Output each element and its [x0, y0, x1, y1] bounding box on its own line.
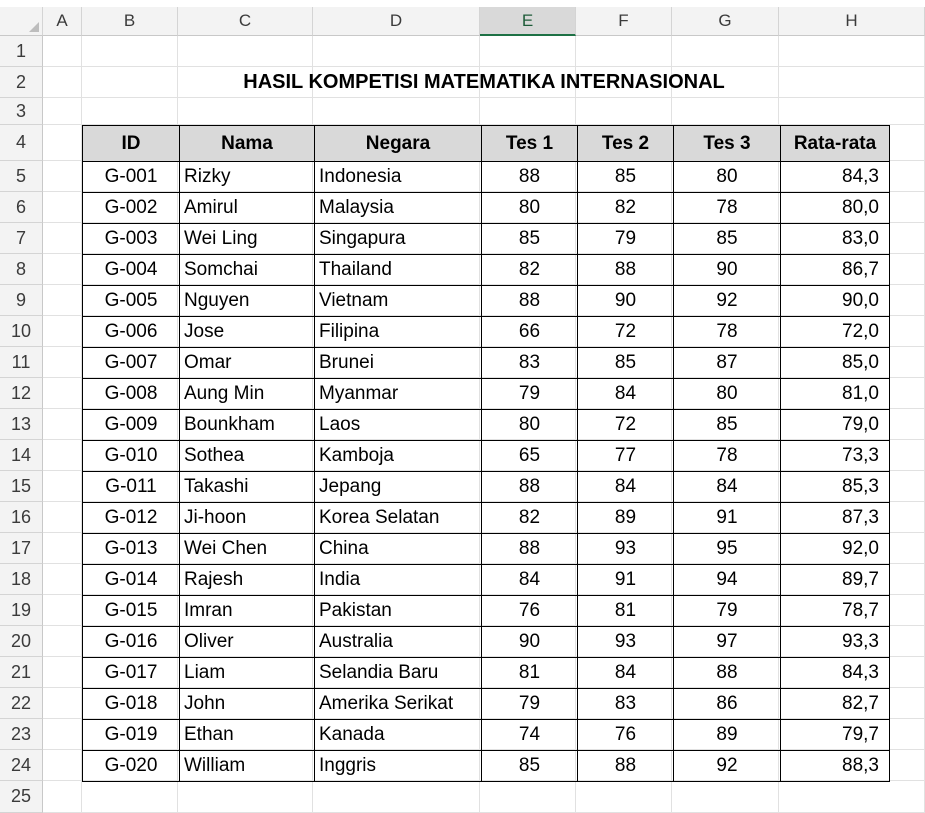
- cell-id[interactable]: G-010: [83, 441, 180, 472]
- header-id[interactable]: ID: [83, 126, 180, 162]
- cell-negara[interactable]: Australia: [315, 627, 482, 658]
- row-header-1[interactable]: 1: [0, 36, 43, 67]
- cell-id[interactable]: G-015: [83, 596, 180, 627]
- cell-tes3[interactable]: 88: [674, 658, 781, 689]
- cell-nama[interactable]: Ji-hoon: [180, 503, 315, 534]
- header-negara[interactable]: Negara: [315, 126, 482, 162]
- table-row: [83, 534, 890, 565]
- table-row: [83, 162, 890, 193]
- row-header-23[interactable]: 23: [0, 719, 43, 750]
- cell-id[interactable]: G-014: [83, 565, 180, 596]
- cell-negara[interactable]: India: [315, 565, 482, 596]
- cell-id[interactable]: G-020: [83, 751, 180, 782]
- cell-tes1[interactable]: 85: [482, 224, 578, 255]
- column-header-d[interactable]: D: [313, 7, 480, 36]
- cell-tes2[interactable]: 84: [578, 379, 674, 410]
- cell-tes2[interactable]: 84: [578, 658, 674, 689]
- cell-tes3[interactable]: 80: [674, 379, 781, 410]
- cell-id[interactable]: G-006: [83, 317, 180, 348]
- cell-negara[interactable]: Malaysia: [315, 193, 482, 224]
- cell-rata-rata[interactable]: 81,0: [781, 379, 890, 410]
- cell-rata-rata[interactable]: 85,3: [781, 472, 890, 503]
- cell-nama[interactable]: John: [180, 689, 315, 720]
- cell-rata-rata[interactable]: 79,0: [781, 410, 890, 441]
- cell-negara[interactable]: Thailand: [315, 255, 482, 286]
- row-header-6[interactable]: 6: [0, 192, 43, 223]
- cell-id[interactable]: G-018: [83, 689, 180, 720]
- cell-tes1[interactable]: 79: [482, 379, 578, 410]
- cell-tes2[interactable]: 89: [578, 503, 674, 534]
- toolbar-strip: [0, 0, 925, 7]
- cell-nama[interactable]: William: [180, 751, 315, 782]
- cell-nama[interactable]: Aung Min: [180, 379, 315, 410]
- cell-tes2[interactable]: 76: [578, 720, 674, 751]
- cell-rata-rata[interactable]: 84,3: [781, 162, 890, 193]
- cell-tes1[interactable]: 84: [482, 565, 578, 596]
- cell-rata-rata[interactable]: 73,3: [781, 441, 890, 472]
- cell-tes1[interactable]: 79: [482, 689, 578, 720]
- cell-nama[interactable]: Somchai: [180, 255, 315, 286]
- cell-tes3[interactable]: 97: [674, 627, 781, 658]
- cell-tes1[interactable]: 81: [482, 658, 578, 689]
- table-row: [83, 503, 890, 534]
- cell-tes3[interactable]: 79: [674, 596, 781, 627]
- cell-negara[interactable]: China: [315, 534, 482, 565]
- cell-nama[interactable]: Omar: [180, 348, 315, 379]
- cell-tes2[interactable]: 88: [578, 255, 674, 286]
- cell-tes1[interactable]: 85: [482, 751, 578, 782]
- table-row: [83, 751, 890, 782]
- cell-rata-rata[interactable]: 93,3: [781, 627, 890, 658]
- row-header-19[interactable]: 19: [0, 595, 43, 626]
- cell-nama[interactable]: Rajesh: [180, 565, 315, 596]
- cell-negara[interactable]: Vietnam: [315, 286, 482, 317]
- row-header-17[interactable]: 17: [0, 533, 43, 564]
- cell-tes1[interactable]: 88: [482, 286, 578, 317]
- cell-tes3[interactable]: 95: [674, 534, 781, 565]
- cell-nama[interactable]: Imran: [180, 596, 315, 627]
- table-row: [83, 472, 890, 503]
- cell-tes3[interactable]: 80: [674, 162, 781, 193]
- cell-negara[interactable]: Kanada: [315, 720, 482, 751]
- cell-tes3[interactable]: 84: [674, 472, 781, 503]
- table-row: [83, 255, 890, 286]
- cell-tes2[interactable]: 85: [578, 348, 674, 379]
- row-header-16[interactable]: 16: [0, 502, 43, 533]
- row-header-5[interactable]: 5: [0, 161, 43, 192]
- cell-negara[interactable]: Brunei: [315, 348, 482, 379]
- cell-negara[interactable]: Selandia Baru: [315, 658, 482, 689]
- cell-tes1[interactable]: 83: [482, 348, 578, 379]
- cell-tes3[interactable]: 92: [674, 286, 781, 317]
- cell-nama[interactable]: Bounkham: [180, 410, 315, 441]
- row-header-12[interactable]: 12: [0, 378, 43, 409]
- cell-id[interactable]: G-001: [83, 162, 180, 193]
- cell-tes2[interactable]: 79: [578, 224, 674, 255]
- column-header-h[interactable]: H: [779, 7, 925, 36]
- cell-tes1[interactable]: 74: [482, 720, 578, 751]
- cell-rata-rata[interactable]: 78,7: [781, 596, 890, 627]
- sheet-title: HASIL KOMPETISI MATEMATIKA INTERNASIONAL: [243, 71, 725, 93]
- row-header-20[interactable]: 20: [0, 626, 43, 657]
- cell-id[interactable]: G-003: [83, 224, 180, 255]
- cell-id[interactable]: G-017: [83, 658, 180, 689]
- cell-rata-rata[interactable]: 86,7: [781, 255, 890, 286]
- row-header-4[interactable]: 4: [0, 125, 43, 161]
- cell-id[interactable]: G-007: [83, 348, 180, 379]
- cell-rata-rata[interactable]: 85,0: [781, 348, 890, 379]
- header-nama[interactable]: Nama: [180, 126, 315, 162]
- cell-nama[interactable]: Oliver: [180, 627, 315, 658]
- cell-tes1[interactable]: 76: [482, 596, 578, 627]
- cell-rata-rata[interactable]: 82,7: [781, 689, 890, 720]
- table-row: [83, 410, 890, 441]
- cell-negara[interactable]: Myanmar: [315, 379, 482, 410]
- row-header-14[interactable]: 14: [0, 440, 43, 471]
- cell-id[interactable]: G-013: [83, 534, 180, 565]
- cell-rata-rata[interactable]: 80,0: [781, 193, 890, 224]
- cell-id[interactable]: G-011: [83, 472, 180, 503]
- cell-rata-rata[interactable]: 88,3: [781, 751, 890, 782]
- table-row: [83, 565, 890, 596]
- cell-id[interactable]: G-002: [83, 193, 180, 224]
- cell-negara[interactable]: Kamboja: [315, 441, 482, 472]
- cell-negara[interactable]: Inggris: [315, 751, 482, 782]
- select-all-button[interactable]: [0, 7, 43, 36]
- cell-tes1[interactable]: 82: [482, 255, 578, 286]
- table-row: [83, 596, 890, 627]
- cell-rata-rata[interactable]: 84,3: [781, 658, 890, 689]
- cell-tes1[interactable]: 88: [482, 472, 578, 503]
- table-row: [83, 348, 890, 379]
- table-row: [83, 658, 890, 689]
- cell-tes3[interactable]: 85: [674, 224, 781, 255]
- cell-tes3[interactable]: 85: [674, 410, 781, 441]
- cell-id[interactable]: G-016: [83, 627, 180, 658]
- cell-tes3[interactable]: 78: [674, 193, 781, 224]
- header-rata-rata[interactable]: Rata-rata: [781, 126, 890, 162]
- cell-nama[interactable]: Sothea: [180, 441, 315, 472]
- cell-rata-rata[interactable]: 90,0: [781, 286, 890, 317]
- row-header-25[interactable]: 25: [0, 781, 43, 813]
- column-header-c[interactable]: C: [178, 7, 313, 36]
- cell-tes3[interactable]: 92: [674, 751, 781, 782]
- header-tes2[interactable]: Tes 2: [578, 126, 674, 162]
- cell-tes2[interactable]: 93: [578, 627, 674, 658]
- cell-rata-rata[interactable]: 79,7: [781, 720, 890, 751]
- header-tes3[interactable]: Tes 3: [674, 126, 781, 162]
- cell-rata-rata[interactable]: 87,3: [781, 503, 890, 534]
- column-header-a[interactable]: A: [43, 7, 82, 36]
- cell-nama[interactable]: Takashi: [180, 472, 315, 503]
- cell-tes3[interactable]: 90: [674, 255, 781, 286]
- column-header-f[interactable]: F: [576, 7, 672, 36]
- cell-tes3[interactable]: 86: [674, 689, 781, 720]
- cell-nama[interactable]: Amirul: [180, 193, 315, 224]
- row-header-13[interactable]: 13: [0, 409, 43, 440]
- cell-rata-rata[interactable]: 72,0: [781, 317, 890, 348]
- cell-tes2[interactable]: 82: [578, 193, 674, 224]
- cell-id[interactable]: G-019: [83, 720, 180, 751]
- cell-tes2[interactable]: 72: [578, 410, 674, 441]
- cell-negara[interactable]: Amerika Serikat: [315, 689, 482, 720]
- cell-id[interactable]: G-009: [83, 410, 180, 441]
- cell-tes2[interactable]: 77: [578, 441, 674, 472]
- cell-negara[interactable]: Indonesia: [315, 162, 482, 193]
- cell-negara[interactable]: Jepang: [315, 472, 482, 503]
- cell-rata-rata[interactable]: 92,0: [781, 534, 890, 565]
- row-header-8[interactable]: 8: [0, 254, 43, 285]
- row-header-2[interactable]: 2: [0, 67, 43, 98]
- cell-tes3[interactable]: 89: [674, 720, 781, 751]
- table-row: [83, 286, 890, 317]
- cell-rata-rata[interactable]: 83,0: [781, 224, 890, 255]
- cell-tes1[interactable]: 66: [482, 317, 578, 348]
- cell-tes3[interactable]: 87: [674, 348, 781, 379]
- cell-tes2[interactable]: 72: [578, 317, 674, 348]
- header-tes1[interactable]: Tes 1: [482, 126, 578, 162]
- cell-nama[interactable]: Wei Ling: [180, 224, 315, 255]
- cell-nama[interactable]: Liam: [180, 658, 315, 689]
- table-header-row: [83, 126, 890, 162]
- cell-nama[interactable]: Rizky: [180, 162, 315, 193]
- cell-tes3[interactable]: 91: [674, 503, 781, 534]
- column-header-e[interactable]: E: [480, 7, 576, 36]
- cell-id[interactable]: G-005: [83, 286, 180, 317]
- row-header-9[interactable]: 9: [0, 285, 43, 316]
- cell-tes2[interactable]: 83: [578, 689, 674, 720]
- cell-nama[interactable]: Wei Chen: [180, 534, 315, 565]
- row-header-7[interactable]: 7: [0, 223, 43, 254]
- cell-tes1[interactable]: 82: [482, 503, 578, 534]
- cell-tes3[interactable]: 78: [674, 317, 781, 348]
- cell-nama[interactable]: Nguyen: [180, 286, 315, 317]
- row-header-21[interactable]: 21: [0, 657, 43, 688]
- table-row: [83, 689, 890, 720]
- row-header-11[interactable]: 11: [0, 347, 43, 378]
- select-all-triangle-icon: [29, 22, 39, 32]
- row-header-22[interactable]: 22: [0, 688, 43, 719]
- cell-nama[interactable]: Ethan: [180, 720, 315, 751]
- row-header-15[interactable]: 15: [0, 471, 43, 502]
- cell-negara[interactable]: Laos: [315, 410, 482, 441]
- cell-tes1[interactable]: 80: [482, 193, 578, 224]
- cell-negara[interactable]: Singapura: [315, 224, 482, 255]
- cell-negara[interactable]: Korea Selatan: [315, 503, 482, 534]
- cell-tes2[interactable]: 93: [578, 534, 674, 565]
- cell-tes1[interactable]: 65: [482, 441, 578, 472]
- cell-tes1[interactable]: 80: [482, 410, 578, 441]
- cell-tes1[interactable]: 90: [482, 627, 578, 658]
- table-row: [83, 379, 890, 410]
- cell-tes3[interactable]: 78: [674, 441, 781, 472]
- results-table: [82, 125, 890, 782]
- cell-id[interactable]: G-004: [83, 255, 180, 286]
- column-header-g[interactable]: G: [672, 7, 779, 36]
- table-row: [83, 317, 890, 348]
- table-row: [83, 193, 890, 224]
- cell-tes1[interactable]: 88: [482, 534, 578, 565]
- table-row: [83, 720, 890, 751]
- cell-nama[interactable]: Jose: [180, 317, 315, 348]
- table-row: [83, 441, 890, 472]
- cell-rata-rata[interactable]: 89,7: [781, 565, 890, 596]
- cell-tes3[interactable]: 94: [674, 565, 781, 596]
- row-header-3[interactable]: 3: [0, 98, 43, 125]
- cell-tes2[interactable]: 88: [578, 751, 674, 782]
- cell-tes2[interactable]: 91: [578, 565, 674, 596]
- cell-tes2[interactable]: 81: [578, 596, 674, 627]
- table-row: [83, 627, 890, 658]
- cell-tes2[interactable]: 85: [578, 162, 674, 193]
- column-header-b[interactable]: B: [82, 7, 178, 36]
- cell-tes2[interactable]: 84: [578, 472, 674, 503]
- row-header-18[interactable]: 18: [0, 564, 43, 595]
- cell-id[interactable]: G-012: [83, 503, 180, 534]
- row-header-10[interactable]: 10: [0, 316, 43, 347]
- row-header-24[interactable]: 24: [0, 750, 43, 781]
- cell-negara[interactable]: Filipina: [315, 317, 482, 348]
- cell-id[interactable]: G-008: [83, 379, 180, 410]
- cell-tes2[interactable]: 90: [578, 286, 674, 317]
- table-row: [83, 224, 890, 255]
- cell-tes1[interactable]: 88: [482, 162, 578, 193]
- cell-negara[interactable]: Pakistan: [315, 596, 482, 627]
